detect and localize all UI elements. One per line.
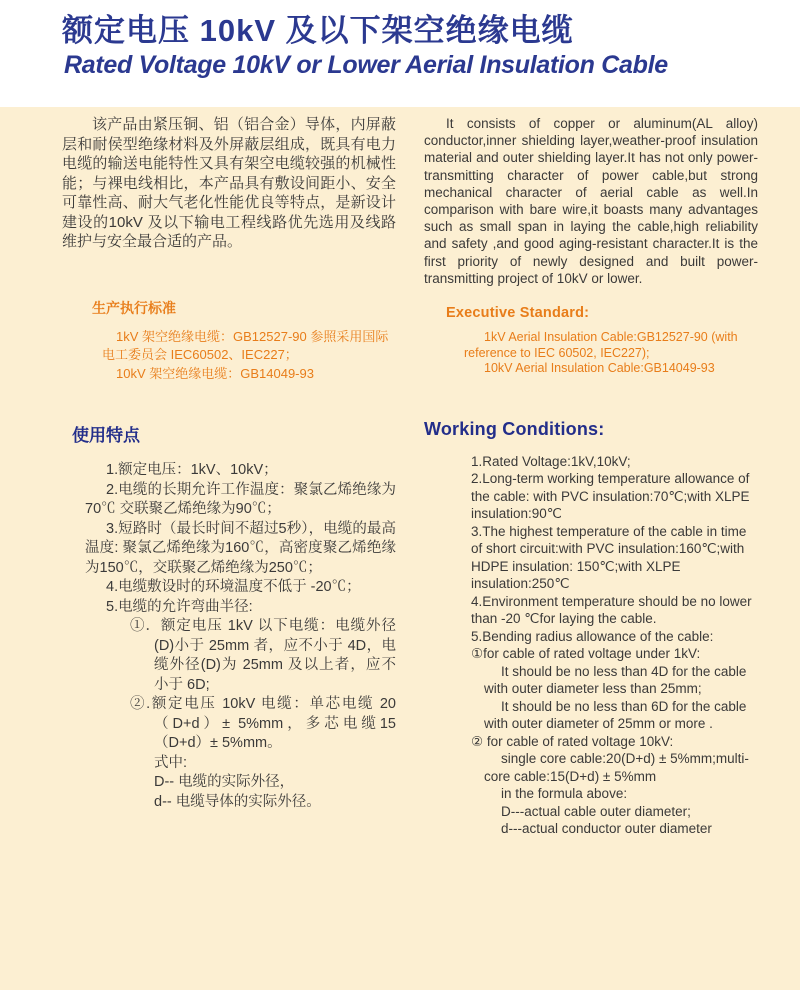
working-conditions-item: single core cable:20(D+d) ± 5%mm;multi-core cable:15(D+d) ± 5%mm [484,751,749,784]
feature-item-zh: 4.电缆敷设时的环境温度不低于 -20℃； [106,579,361,595]
features-list-zh [62,461,396,812]
content-area [0,107,800,990]
page-header [0,0,800,107]
intro-paragraph-en: It consists of copper or aluminum(AL alloy) conductor,inner shielding layer,weather-proof insulation material and outer shielding layer.It has not only power-transmitting character of power cable,but strong mechanical character of aerial cable as well.In comparison with bare wire,it boasts many advantages such as small span in laying the cable,high reliability and safety ,and good aging-resistant character.It is the first priority of newly designed and built power-transmitting project of 10kV or lower. [424,116,758,286]
feature-item-zh: 5.电缆的允许弯曲半径: [106,598,253,615]
page-title-english: Rated Voltage 10kV or Lower Aerial Insulation Cable [64,50,668,79]
feature-item-zh: d-- 电缆导体的实际外径。 [154,793,321,810]
working-conditions-item: It should be no less than 4D for the cable with outer diameter less than 25mm; [484,663,747,697]
standards-item-zh: 1kV 架空绝缘电缆：GB12527-90 参照采用国际电工委员会 IEC60502、IEC227； [102,328,389,362]
feature-item-zh: ②.额定电压 10kV 电缆：单芯电缆 20（D+d）± 5%mm，多芯电缆15（D+d）± 5%mm。 [130,696,396,751]
feature-item-zh: D-- 电缆的实际外径， [154,774,295,790]
standards-item-en: 10kV Aerial Insulation Cable:GB14049-93 [484,361,715,376]
english-column [424,115,758,990]
working-conditions-item: D---actual cable outer diameter; [501,803,691,819]
feature-item-zh: 2.电缆的长期允许工作温度：聚氯乙烯绝缘为70℃ 交联聚乙烯绝缘为90℃； [85,481,396,517]
standards-item-en: 1kV Aerial Insulation Cable:GB12527-90 (with reference to IEC 60502, IEC227); [464,330,738,360]
working-conditions-item: 1.Rated Voltage:1kV,10kV; [471,453,631,469]
standards-section-en [424,305,758,377]
features-section-zh [62,421,396,812]
standards-list-zh [62,328,396,384]
feature-item-zh: ①．额定电压 1kV 以下电缆：电缆外径(D)小于 25mm 者，应不小于 4D，电缆外径(D)为 25mm 及以上者，应不小于 6D; [130,618,396,693]
working-conditions-item: d---actual conductor outer diameter [501,821,712,837]
working-conditions-item: 2.Long-term working temperature allowance of the cable: with PVC insulation:70℃;with XLPE insulation:90℃ [471,471,750,522]
chinese-column [62,115,396,990]
working-conditions-item: It should be no less than 6D for the cable with outer diameter of 25mm or more . [484,698,747,732]
standards-heading-zh: 生产执行标准 [92,299,176,316]
intro-paragraph-zh: 该产品由紧压铜、铝（铝合金）导体，内屏蔽层和耐侯型绝缘材料及外屏蔽层组成，既具有电力电缆的输送电能特性又具有架空电缆较强的机械性能；与裸电线相比，本产品具有敷设间距小、安全可靠性高、耐大气老化性能优良等特点，是新设计建设的10kV 及以下输电工程线路优先选用及线路维护与安全最合适的产品。 [62,116,396,250]
feature-item-zh: 3.短路时（最长时间不超过5秒），电缆的最高温度: 聚氯乙烯绝缘为160℃，高密度聚乙烯绝缘为150℃，交联聚乙烯绝缘为250℃； [85,520,396,576]
standards-list-en [424,330,758,377]
standards-item-zh: 10kV 架空绝缘电缆：GB14049-93 [116,365,314,381]
working-conditions-heading: Working Conditions: [424,418,605,439]
working-conditions-item: ①for cable of rated voltage under 1kV: [471,646,701,662]
working-conditions-section [424,419,758,838]
working-conditions-list [424,453,758,838]
working-conditions-item: 3.The highest temperature of the cable in time of short circuit:with PVC insulation:160℃;with HDPE insulation: 150℃;with XLPE insulation:250℃ [471,523,747,592]
working-conditions-item: 4.Environment temperature should be no lower than -20 ℃for laying the cable. [471,593,752,627]
feature-item-zh: 1.额定电压：1kV、10kV； [106,462,278,478]
feature-item-zh: 式中: [154,754,188,771]
working-conditions-item: 5.Bending radius allowance of the cable: [471,628,714,644]
working-conditions-item: ② for cable of rated voltage 10kV: [471,733,674,749]
standards-section-zh [62,298,396,384]
page-title-chinese: 额定电压 10kV 及以下架空绝缘电缆 [62,13,574,48]
working-conditions-item: in the formula above: [501,786,628,802]
features-heading-zh: 使用特点 [72,426,140,445]
standards-heading-en: Executive Standard: [446,305,590,322]
